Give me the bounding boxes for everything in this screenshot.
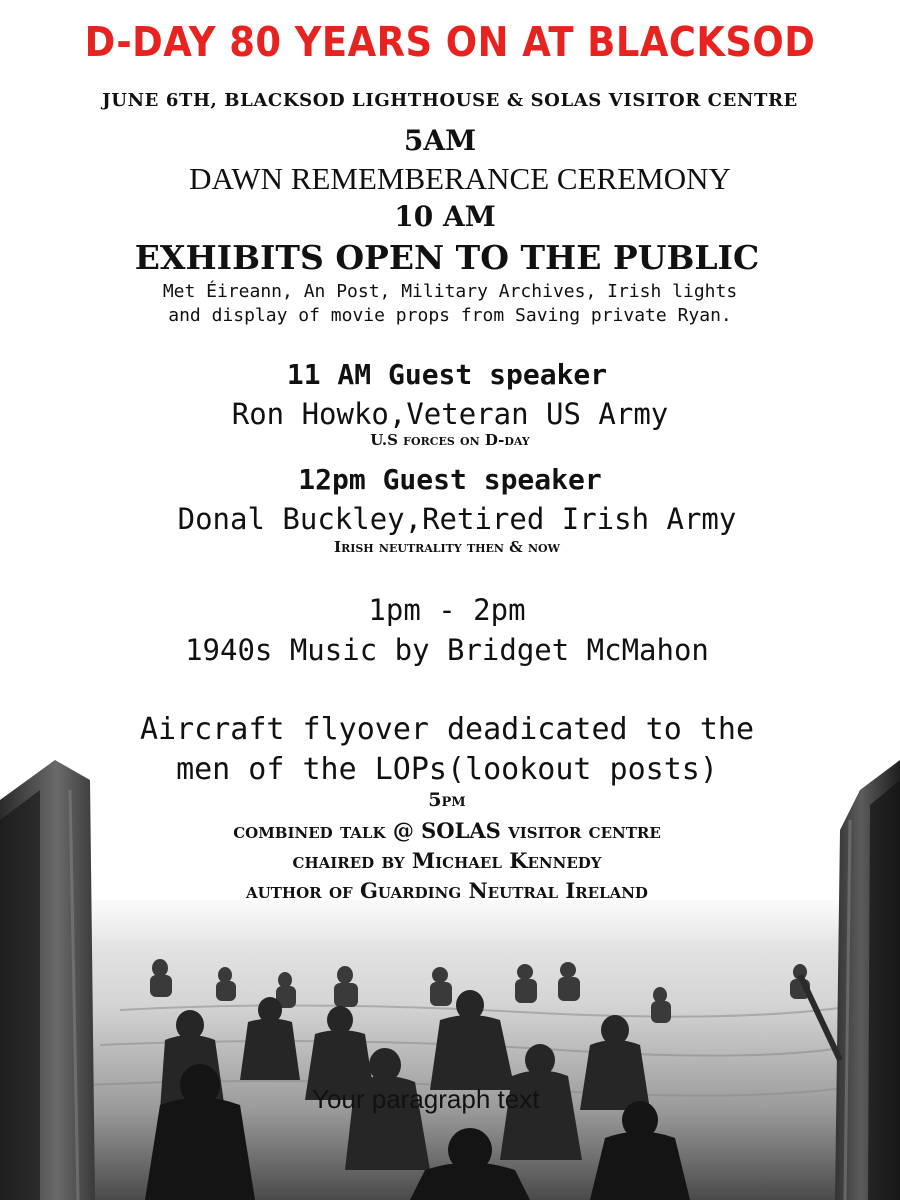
exhibits-line-2: and display of movie props from Saving private Ryan.	[168, 305, 732, 326]
placeholder-text[interactable]: Your paragraph text	[312, 1084, 540, 1114]
flyover-line-2: men of the LOPs(lookout posts)	[176, 752, 718, 787]
time-5am: 5AM	[403, 124, 477, 157]
talk-line-3: author of Guarding Neutral Ireland	[246, 878, 648, 903]
dawn-ceremony: DAWN REMEMBERANCE CEREMONY	[189, 161, 731, 196]
event-date-venue: JUNE 6TH, BLACKSOD LIGHTHOUSE & SOLAS VISITOR CENTRE	[102, 90, 798, 111]
speaker-1-name: Ron Howko,Veteran US Army	[231, 397, 669, 431]
speaker-1-heading: 11 AM Guest speaker	[286, 358, 608, 391]
music-performer: 1940s Music by Bridget McMahon	[185, 633, 709, 667]
time-10am: 10 AM	[394, 200, 496, 233]
time-5pm: 5pm	[428, 789, 466, 811]
talk-line-2: chaired by Michael Kennedy	[292, 848, 602, 873]
music-time: 1pm - 2pm	[368, 593, 526, 627]
speaker-1-topic: U.S forces on D-day	[370, 431, 530, 449]
poster-title: D-DAY 80 YEARS ON AT BLACKSOD	[84, 18, 816, 66]
flyover-line-1: Aircraft flyover deadicated to the	[139, 712, 755, 747]
speaker-2-topic: Irish neutrality then & now	[334, 538, 560, 556]
exhibits-line-1: Met Éireann, An Post, Military Archives, Irish lights	[162, 281, 738, 302]
talk-line-1: combined talk @ SOLAS visitor centre	[233, 818, 661, 843]
exhibits-heading: EXHIBITS OPEN TO THE PUBLIC	[134, 238, 760, 277]
speaker-2-heading: 12pm Guest speaker	[298, 463, 602, 496]
speaker-2-name: Donal Buckley,Retired Irish Army	[177, 502, 737, 536]
